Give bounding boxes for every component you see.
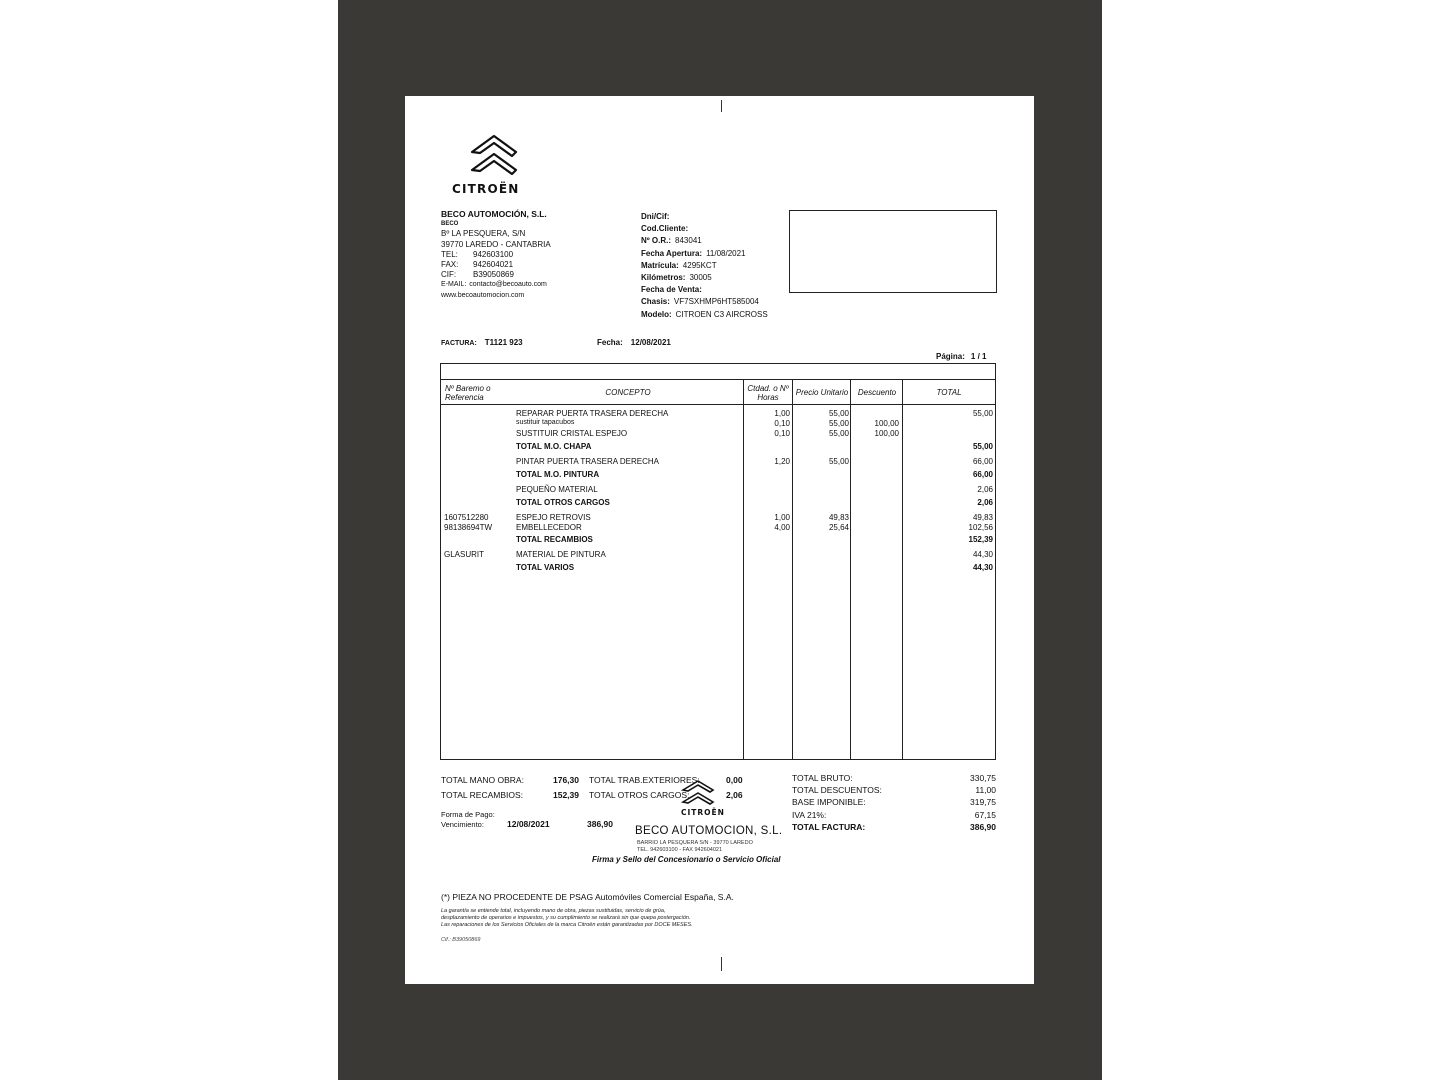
table-row: GLASURIT MATERIAL DE PINTURA 44,30 bbox=[444, 550, 993, 559]
table-row: PEQUEÑO MATERIAL 2,06 bbox=[516, 485, 993, 494]
table-row: sustituir tapacubos 0,10 55,00 100,00 bbox=[516, 419, 899, 428]
header-precio: Precio Unitario bbox=[795, 388, 849, 397]
kilometros-row: Kilómetros: 30005 bbox=[641, 273, 712, 283]
company-email: E-MAIL: contacto@becoauto.com bbox=[441, 281, 547, 289]
pieza-note: (*) PIEZA NO PROCEDENTE DE PSAG Automóviles Comercial España, S.A. bbox=[441, 892, 734, 902]
table-row: 1607512280 ESPEJO RETROVIS 1,00 49,83 49,83 bbox=[444, 513, 993, 522]
table-subtotal-row: TOTAL RECAMBIOS 152,39 bbox=[516, 535, 993, 544]
table-top-bar bbox=[441, 364, 995, 380]
dni-row: Dni/Cif: bbox=[641, 212, 670, 221]
stamp-address: BARRIO LA PESQUERA S/N - 39770 LAREDO TEL. 942603100 - FAX 942604021 bbox=[637, 840, 753, 853]
summary-labor-parts: TOTAL MANO OBRA: 176,30 TOTAL RECAMBIOS: 152,39 bbox=[441, 775, 579, 800]
header-concepto: CONCEPTO bbox=[605, 388, 651, 397]
page-number: Página: 1 / 1 bbox=[936, 352, 987, 361]
or-row: Nº O.R.: 843041 bbox=[641, 236, 702, 246]
summary-external-other: TOTAL TRAB.EXTERIORES: 0,00 TOTAL OTROS CARGOS: 2,06 bbox=[589, 775, 743, 800]
company-web: www.becoautomocion.com bbox=[441, 291, 525, 299]
table-row: PINTAR PUERTA TRASERA DERECHA 1,20 55,00 66,00 bbox=[516, 457, 993, 466]
modelo-row: Modelo: CITROEN C3 AIRCROSS bbox=[641, 309, 768, 319]
table-subtotal-row: TOTAL OTROS CARGOS 2,06 bbox=[516, 498, 993, 507]
table-subtotal-row: TOTAL M.O. PINTURA 66,00 bbox=[516, 470, 993, 479]
header-total: TOTAL bbox=[936, 388, 962, 397]
citroen-wordmark: CITROËN bbox=[452, 182, 520, 196]
client-vehicle-info bbox=[641, 211, 768, 321]
table-row: SUSTITUIR CRISTAL ESPEJO 0,10 55,00 100,00 bbox=[516, 429, 899, 438]
iva-row: IVA 21%: 67,15 bbox=[792, 809, 996, 820]
base-imponible-row: BASE IMPONIBLE: 319,75 bbox=[792, 797, 996, 808]
total-factura-row: TOTAL FACTURA: 386,90 bbox=[792, 821, 996, 832]
total-bruto-row: TOTAL BRUTO: 330,75 bbox=[792, 773, 996, 783]
company-cif: CIF: B39050869 bbox=[441, 270, 514, 280]
company-tel: TEL: 942603100 bbox=[441, 249, 514, 259]
table-subtotal-row: TOTAL VARIOS 44,30 bbox=[516, 563, 993, 572]
scan-mark bbox=[721, 100, 722, 112]
table-header bbox=[441, 380, 995, 405]
scan-mark bbox=[721, 957, 722, 971]
table-row: REPARAR PUERTA TRASERA DERECHA 1,00 55,00 55,00 bbox=[516, 409, 993, 418]
fecha-venta-row: Fecha de Venta: bbox=[641, 285, 702, 295]
company-short: BECO bbox=[441, 221, 459, 228]
customer-address-box bbox=[789, 210, 997, 293]
invoice-date: Fecha: 12/08/2021 bbox=[597, 338, 671, 347]
company-info bbox=[441, 209, 551, 301]
citroen-logo bbox=[448, 132, 548, 196]
footer-cif: Cif.: B39050869 bbox=[441, 937, 481, 943]
invoice-number: FACTURA: T1121 923 bbox=[441, 338, 523, 347]
header-descuento: Descuento bbox=[857, 388, 897, 397]
line-items-table bbox=[440, 363, 996, 760]
company-address-2: 39770 LAREDO - CANTABRIA bbox=[441, 239, 551, 249]
payment-info: Forma de Pago: Vencimiento: 12/08/2021 386,90 bbox=[441, 810, 613, 829]
stamp-company-name: BECO AUTOMOCION, S.L. bbox=[635, 825, 783, 837]
table-row: 98138694TW EMBELLECEDOR 4,00 25,64 102,56 bbox=[444, 523, 993, 532]
company-name: BECO AUTOMOCIÓN, S.L. bbox=[441, 209, 547, 219]
header-cantidad: Ctdad. o Nº Horas bbox=[747, 383, 789, 402]
citroen-chevrons-icon bbox=[680, 778, 716, 806]
citroen-chevrons-icon bbox=[468, 132, 520, 180]
signature-caption: Firma y Sello del Concesionario o Servicio Oficial bbox=[592, 855, 781, 864]
header-ref: Nº Baremo o Referencia bbox=[445, 383, 491, 402]
matricula-row: Matrícula: 4295KCT bbox=[641, 260, 717, 270]
warranty-text: La garantía se entiende total, incluyendo mano de obra, piezas sustituidas, servicio de grúa, desplazamiento de operarios e impuestos, y su cumplimiento se realizará sin que quepa postergación. Las reparaciones de los Servicios Oficiales de la marca Citroën están garantizadas por DOCE MESES. bbox=[441, 908, 693, 928]
stamp-wordmark: CITROËN bbox=[681, 808, 725, 817]
total-descuentos-row: TOTAL DESCUENTOS: 11,00 bbox=[792, 785, 996, 796]
cod-cliente-row: Cod.Cliente: bbox=[641, 224, 689, 234]
company-address-1: Bº LA PESQUERA, S/N bbox=[441, 229, 526, 239]
table-subtotal-row: TOTAL M.O. CHAPA 55,00 bbox=[516, 442, 993, 451]
fecha-apertura-row: Fecha Apertura: 11/08/2021 bbox=[641, 248, 746, 258]
company-fax: FAX: 942604021 bbox=[441, 260, 514, 270]
summary-totals bbox=[792, 772, 996, 833]
invoice-footer bbox=[441, 892, 734, 943]
chasis-row: Chasis: VF7SXHMP6HT585004 bbox=[641, 297, 759, 307]
